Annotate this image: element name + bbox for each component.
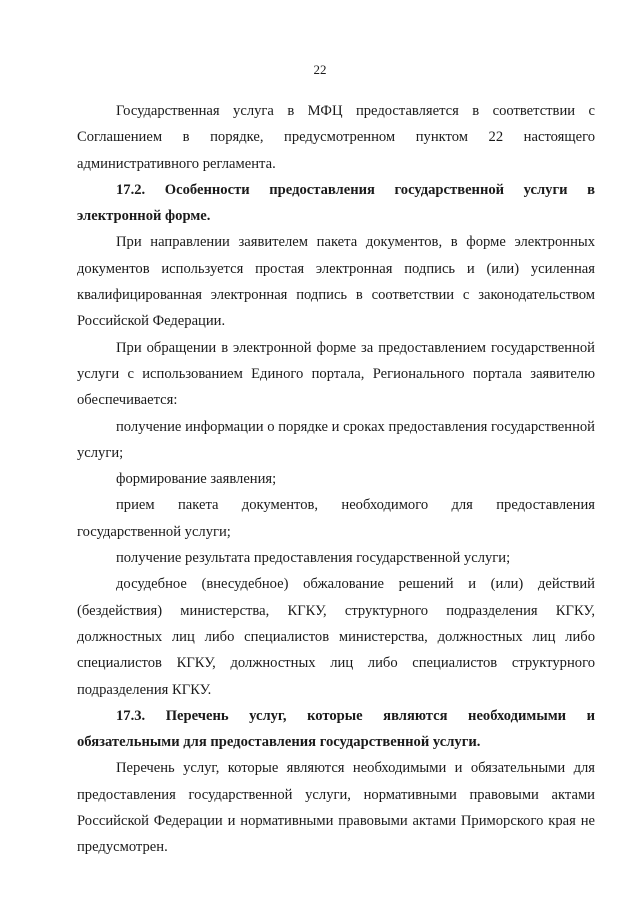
paragraph: Перечень услуг, которые являются необходимыми и обязательными для предоставления государственной услуги, нормативными правовыми актами Российской Федерации и нормативными правовыми актами Приморского края не предусмотрен.	[77, 760, 595, 856]
document-body	[77, 98, 595, 861]
paragraph: Государственная услуга в МФЦ предоставляется в соответствии с Соглашением в порядке, предусмотренном пунктом 22 настоящего административного регламента.	[77, 103, 595, 172]
section-heading: 17.2. Особенности предоставления государственной услуги в электронной форме.	[77, 181, 595, 225]
list-item: формирование заявления;	[116, 471, 277, 488]
list-item: получение результата предоставления государственной услуги;	[116, 550, 511, 567]
list-item: прием пакета документов, необходимого для предоставления государственной услуги;	[77, 497, 595, 540]
paragraph: При обращении в электронной форме за предоставлением государственной услуги с использованием Единого портала, Регионального портала заявителю обеспечивается:	[77, 339, 595, 409]
paragraph: При направлении заявителем пакета документов, в форме электронных документов используется простая электронная подпись и (или) усиленная квалифицированная электронная подпись в соответствии с законодательством Российской Федерации.	[77, 234, 595, 330]
list-item: досудебное (внесудебное) обжалование решений и (или) действий (бездействия) министерства, КГКУ, структурного подразделения КГКУ, должностных лиц либо специалистов министерства, должностных лиц либо специалистов КГКУ, должностных лиц либо специалистов структурного подразделения КГКУ.	[77, 576, 595, 698]
page-number: 22	[313, 62, 327, 77]
list-item: получение информации о порядке и сроках предоставления государственной услуги;	[77, 418, 595, 461]
section-heading: 17.3. Перечень услуг, которые являются необходимыми и обязательными для предоставления государственной услуги.	[77, 707, 595, 751]
